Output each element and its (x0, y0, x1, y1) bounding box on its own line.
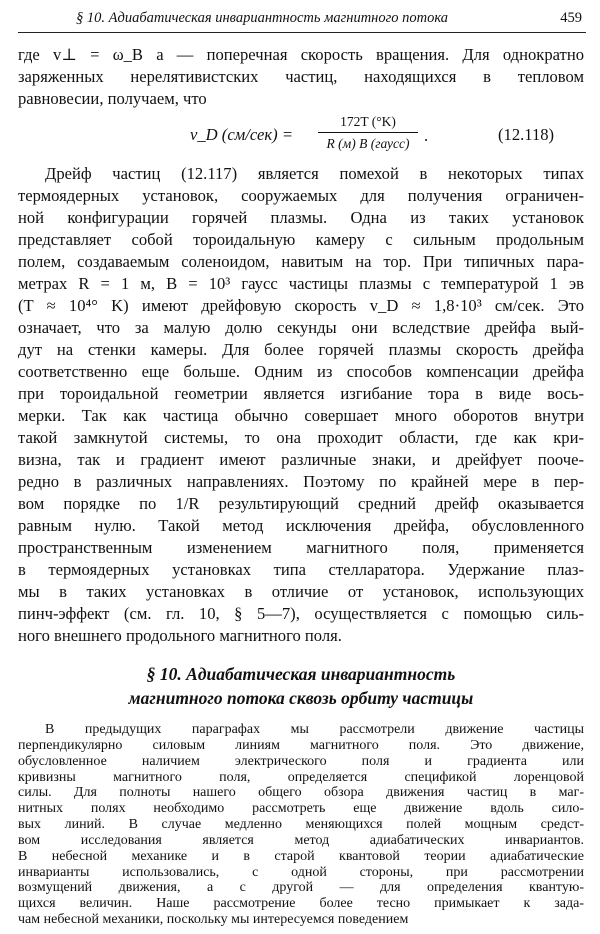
text-line: чам небесной механики, поскольку мы интересуемся поведением (18, 912, 409, 928)
text-line: возмущений движения, а с другой — для определения квантую- (18, 880, 584, 896)
equation-period: . (424, 126, 429, 145)
equation-lhs: v_D (см/сек) = (190, 125, 294, 144)
text-line: нитных полях необходимо рассмотреть еще движение вдоль сило- (18, 801, 584, 817)
text-line: означает, что за малую долю секунды они вследствие дрейфа вый- (18, 318, 584, 337)
text-line: инварианты использовались, с одной стороны, при рассмотрении (18, 864, 584, 880)
section-heading: § 10. Адиабатическая инвариантность (146, 664, 456, 684)
page-number: 459 (560, 10, 582, 26)
equation-denominator: R (м) B (гаусс) (326, 136, 410, 151)
text-line: ного внешнего продольного магнитного поля. (18, 626, 342, 645)
text-line: щихся величин. Наше рассмотрение более тесно примыкает к задa- (18, 896, 584, 912)
text-line: визна, так и градиент имеют различные знаки, и дрейфует пооче- (18, 450, 584, 469)
text-line: при тороидальной геометрии является изгибание тора в виде вось- (18, 384, 584, 403)
text-line: обусловленное наличием электрического поля и градиента или (18, 753, 584, 769)
section-heading: магнитного потока сквозь орбиту частицы (128, 688, 474, 708)
running-title: § 10. Адиабатическая инвариантность магнитного потока (76, 10, 449, 26)
text-line: вом исследования является метод адиабатических инвариантов. (18, 832, 584, 848)
text-line: равным нулю. Такой метод исключения дрейфа, обусловленного (18, 516, 584, 535)
text-line: термоядерных установок, сооружаемых для получения ограничен- (18, 186, 584, 205)
text-line: ной конфигурации горячей плазмы. Одна из таких установок (18, 208, 584, 227)
text-line: пинч-эффект (см. гл. 10, § 5—7), осуществляется с помощью силь- (18, 604, 584, 623)
text-line: полем, создаваемым соленоидом, навитым на тор. При типичных пара- (18, 252, 584, 271)
equation-number: (12.118) (498, 125, 555, 144)
text-line: метрах R = 1 м, B = 10³ гаусс частицы плазмы с температурой 1 эв (18, 274, 584, 293)
text-line: представляет собой тороидальную камеру с сильным продольным (18, 230, 584, 249)
text-line: вом порядке по 1/R результирующий средний дрейф оказывается (18, 494, 584, 513)
text-line: В небесной механике и в старой квантовой теории адиабатические (18, 848, 584, 864)
text-line: редно в различных направлениях. Поэтому по крайней мере в пер- (18, 472, 584, 491)
text-line: пространственным изменением магнитного поля, применяется (18, 538, 584, 557)
text-line: мы в таких установках в отличие от установок, использующих (18, 582, 584, 601)
fraction-bar (318, 132, 418, 133)
text-line: мерки. Так как частица обычно совершает много оборотов внутри (18, 406, 584, 425)
text-line: силы. Для полноты нашего общего обзора движения частиц в маг- (18, 785, 584, 801)
text-line: Дрейф частиц (12.117) является помехой в некоторых типах (45, 164, 584, 183)
text-line: такой замкнутой системы, то она проходит области, где как кри- (18, 428, 584, 447)
text-line: дут на стенки камеры. Для более горячей плазмы скорость дрейфа (18, 340, 584, 359)
text-line: (T ≈ 10⁴° K) имеют дрейфовую скорость v_D ≈ 1,8·10³ см/сек. Это (18, 296, 584, 315)
text-line: перпендикулярно силовым линиям магнитного поля. Это движение, (18, 737, 584, 753)
text-line: равновесии, получаем, что (18, 89, 207, 108)
running-header (18, 6, 586, 33)
equation-numerator: 172T (°K) (340, 114, 396, 129)
equation-fraction (318, 113, 418, 153)
text-line: вых линий. В случае медленно меняющихся полей мощным средст- (18, 817, 584, 833)
text-line: заряженных нерелятивистских частиц, находящихся в тепловом (18, 67, 584, 86)
text-line: где v⊥ = ω_B a — поперечная скорость вращения. Для однократно (18, 45, 584, 64)
text-line: в термоядерных установках типа стелларатора. Удержание плаз- (18, 560, 584, 579)
text-line: В предыдущих параграфах мы рассмотрели движение частицы (45, 722, 584, 737)
text-line: кривизны магнитного поля, определяется спецификой лоренцовой (18, 769, 584, 785)
text-line: соответственно еще больше. Одним из способов компенсации дрейфа (18, 362, 584, 381)
